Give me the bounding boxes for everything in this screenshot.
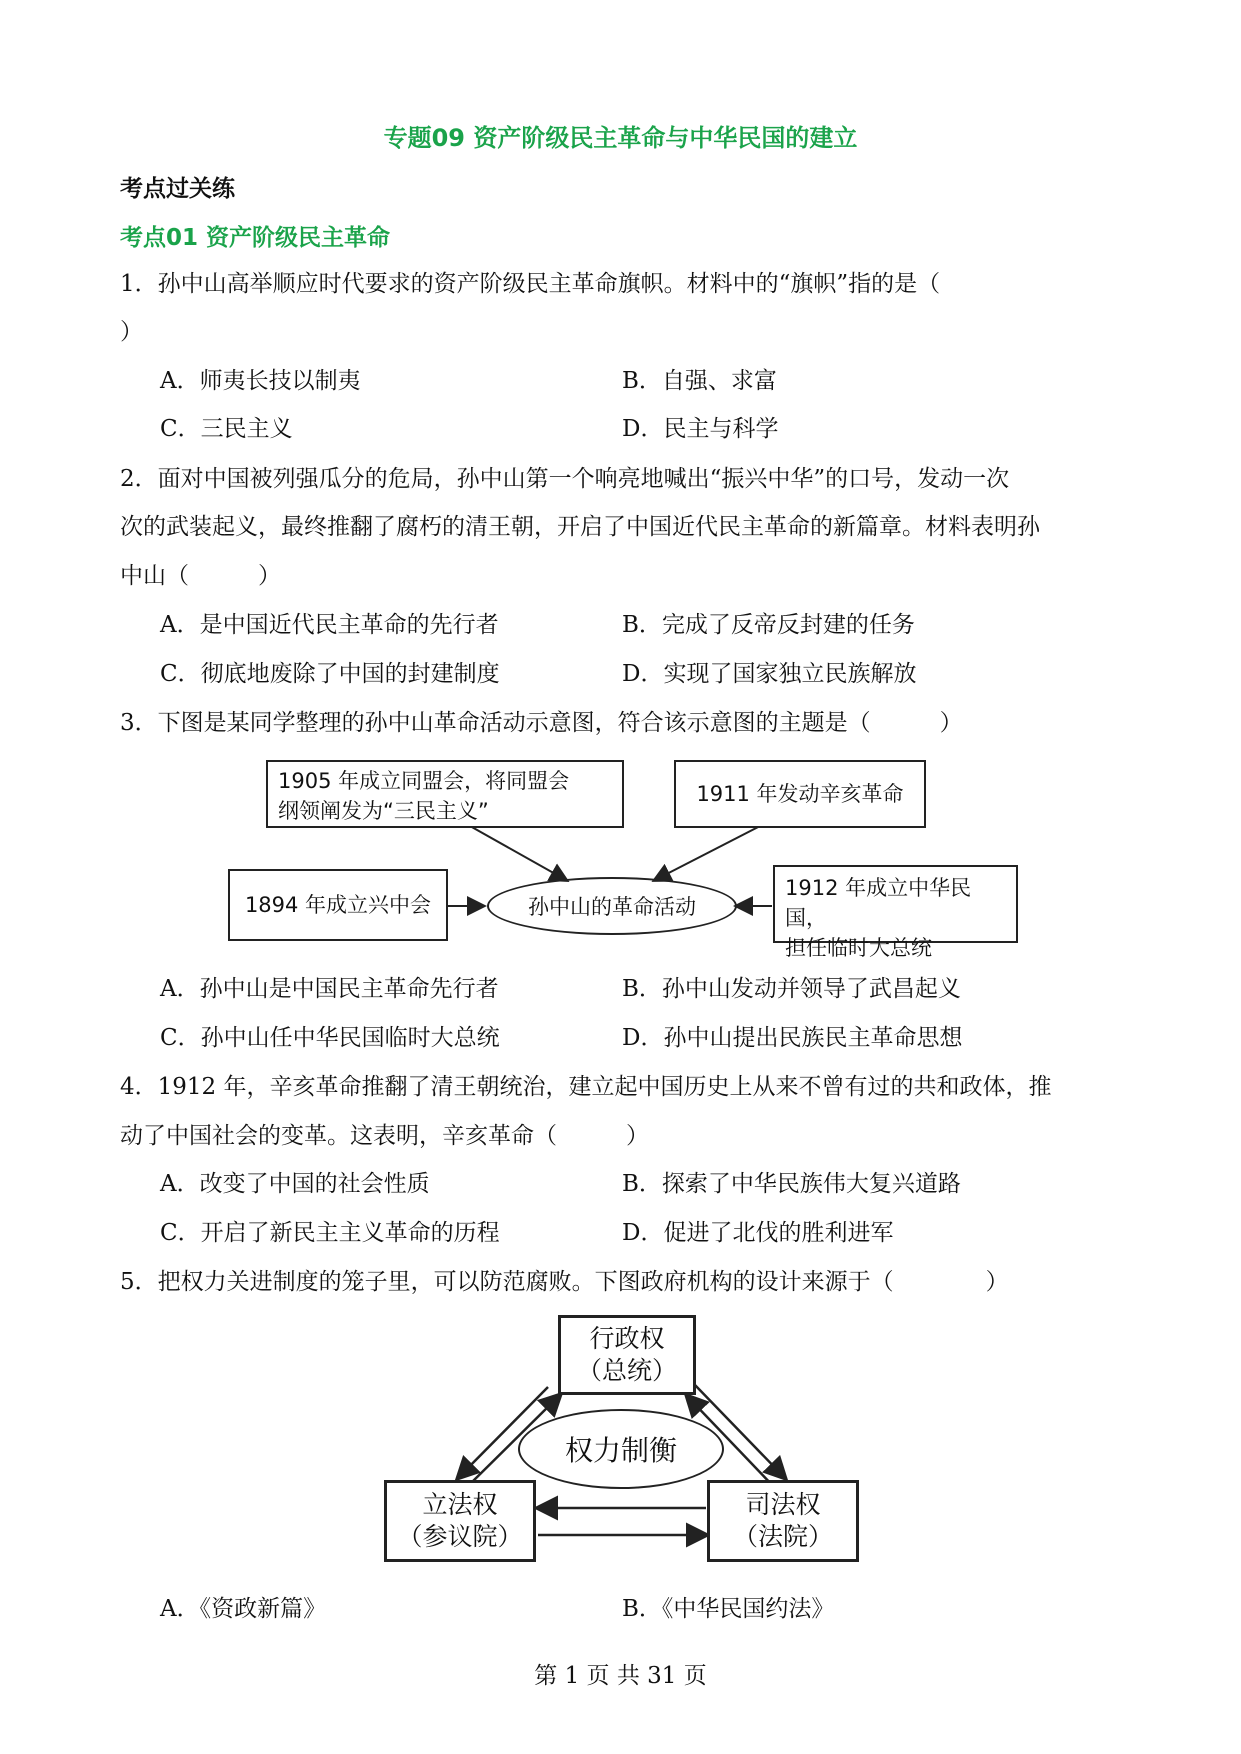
q2-option-d: D．实现了国家独立民族解放	[622, 661, 917, 687]
q5-option-b: B．《中华民国约法》	[622, 1596, 835, 1622]
q3-option-a: A．孙中山是中国民主革命先行者	[160, 976, 499, 1002]
q5-center-ellipse	[518, 1409, 724, 1489]
q3-box-1912-line1: 1912 年成立中华民国，	[785, 876, 972, 930]
q1-stem-line2: ）	[120, 319, 143, 345]
q5-executive-label: 行政权	[589, 1324, 665, 1353]
q5-legislative-label: 立法权	[422, 1490, 498, 1519]
q5-box-executive	[558, 1315, 696, 1395]
q2-stem-line2: 次的武装起义，最终推翻了腐朽的清王朝，开启了中国近代民主革命的新篇章。材料表明孙	[120, 514, 1040, 540]
q2-option-c: C．彻底地废除了中国的封建制度	[160, 661, 500, 687]
q4-option-b: B．探索了中华民族伟大复兴道路	[622, 1171, 961, 1197]
q5-box-judicial	[707, 1480, 859, 1562]
q2-option-b: B．完成了反帝反封建的任务	[622, 612, 915, 638]
q2-stem-line3: 中山（ ）	[120, 563, 281, 589]
section-heading: 考点过关练	[120, 176, 235, 202]
q5-stem: 5．把权力关进制度的笼子里，可以防范腐败。下图政府机构的设计来源于（ ）	[120, 1269, 1009, 1295]
q4-stem-line1: 4．1912 年，辛亥革命推翻了清王朝统治，建立起中国历史上从来不曾有过的共和政体，推	[120, 1074, 1052, 1100]
q5-legislative-sublabel: （参议院）	[397, 1522, 523, 1551]
q3-box-1905-line1: 1905 年成立同盟会，将同盟会	[278, 769, 570, 793]
q3-box-1911-text: 1911 年发动辛亥革命	[696, 782, 904, 806]
q5-option-a: A．《资政新篇》	[160, 1596, 327, 1622]
q4-option-d: D．促进了北伐的胜利进军	[622, 1220, 894, 1246]
q1-stem-line1: 1．孙中山高举顺应时代要求的资产阶级民主革命旗帜。材料中的“旗帜”指的是（	[120, 271, 941, 297]
q3-center-text: 孙中山的革命活动	[528, 895, 696, 919]
q1-option-a: A．师夷长技以制夷	[160, 368, 361, 394]
q3-box-1894-text: 1894 年成立兴中会	[244, 893, 432, 917]
q2-option-a: A．是中国近代民主革命的先行者	[160, 612, 499, 638]
q5-judicial-label: 司法权	[745, 1490, 821, 1519]
q3-stem: 3．下图是某同学整理的孙中山革命活动示意图，符合该示意图的主题是（ ）	[120, 710, 963, 736]
q2-stem-line1: 2．面对中国被列强瓜分的危局，孙中山第一个响亮地喊出“振兴中华”的口号，发动一次	[120, 466, 1010, 492]
q5-executive-sublabel: （总统）	[576, 1356, 677, 1385]
q1-option-c: C．三民主义	[160, 416, 293, 442]
q3-option-b: B．孙中山发动并领导了武昌起义	[622, 976, 961, 1002]
q4-option-c: C．开启了新民主主义革命的历程	[160, 1220, 500, 1246]
q4-stem-line2: 动了中国社会的变革。这表明，辛亥革命（ ）	[120, 1123, 649, 1149]
page-footer: 第 1 页 共 31 页	[534, 1663, 707, 1689]
q1-option-b: B．自强、求富	[622, 368, 777, 394]
q3-box-1912-line2: 担任临时大总统	[785, 936, 932, 960]
q3-option-d: D．孙中山提出民族民主革命思想	[622, 1025, 963, 1051]
q5-judicial-sublabel: （法院）	[732, 1522, 833, 1551]
topic-heading: 考点01 资产阶级民主革命	[120, 225, 391, 251]
q3-box-1905-line2: 纲领阐发为“三民主义”	[278, 799, 489, 823]
q4-option-a: A．改变了中国的社会性质	[160, 1171, 430, 1197]
page-title: 专题09 资产阶级民主革命与中华民国的建立	[383, 124, 858, 152]
q1-option-d: D．民主与科学	[622, 416, 779, 442]
q5-center-text: 权力制衡	[564, 1434, 677, 1467]
q3-option-c: C．孙中山任中华民国临时大总统	[160, 1025, 500, 1051]
q5-box-legislative	[384, 1480, 536, 1562]
